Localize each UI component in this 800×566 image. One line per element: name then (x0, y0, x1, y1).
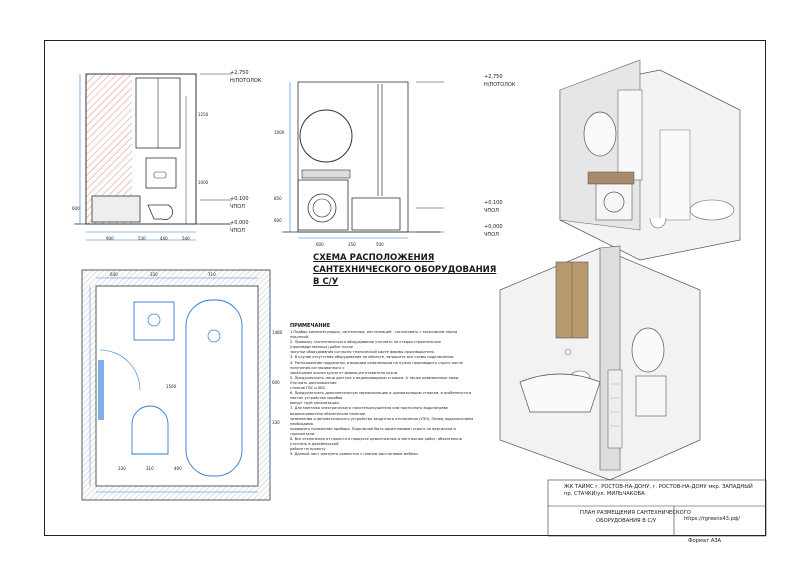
elev-right-ceiling: +2,750 (484, 74, 503, 80)
elev-right-dim-side-2: 600 (274, 218, 282, 223)
notes-list (290, 330, 500, 457)
note-line: получения согласованного с (290, 365, 345, 370)
elev-right-dim-side-0: 1000 (274, 130, 285, 135)
elev-left-dim-3: 540 (182, 236, 190, 241)
note-line: 6. Предусмотреть дополнительную звукоизоляцию и шумоизоляцию стоякам, в особенности в (290, 391, 472, 396)
title-block-url: https://rgreens43.pф/ (684, 516, 741, 522)
note-line: Уточнить расположение (290, 380, 337, 385)
elev-right-floor-top: +0,100 (484, 200, 503, 206)
plan-dim-side-0: 1480 (272, 330, 283, 335)
plan-dim-side-3: 1560 (166, 384, 177, 389)
title-block-sheet-name-2: ОБОРУДОВАНИЯ В С/У (596, 518, 657, 524)
note-line: 9. Данный лист смотреть совместно с планом расстановки мебели. (290, 452, 419, 457)
note-line: необходимо (290, 421, 314, 426)
elev-left-ceiling: +2,750 (230, 70, 249, 76)
elev-right-dim-1: 350 (348, 242, 356, 247)
note-line: стояков ГВС и ХВС. (290, 386, 327, 391)
elev-right-floor-zero: +0,000 (484, 224, 503, 230)
note-line: 2. Привязку сантехнического оборудования уточнить на стадии строительных (290, 340, 441, 345)
note-line: закупки оборудования согласно технической карте фирмы-производителя. (290, 350, 435, 355)
note-line: 7. Для монтажа электрического полотенцесушителя или проточного водонагрева (290, 406, 448, 411)
elev-left-floor-top: +0,100 (230, 196, 249, 202)
note-line: 8. Все отклонения от проекта в процессе демонтажных и монтажных работ, обязательно (290, 436, 462, 441)
elev-left-dim-1: 530 (138, 236, 146, 241)
elev-left-dim-side-0: 1250 (198, 112, 209, 117)
plan-dim-bottom-0: 330 (118, 466, 126, 471)
plan-dim-top-2: 710 (208, 272, 216, 277)
note-line: заземления и автоматического устройства защитного отключения (УЗО). Перед подключением (290, 416, 474, 421)
note-line: (производственных) работ после (290, 345, 354, 350)
elev-left-dim-0: 900 (106, 236, 114, 241)
plan-dim-bottom-2: 400 (174, 466, 182, 471)
plan-dim-bottom-1: 310 (146, 466, 154, 471)
heading-line-2: САНТЕХНИЧЕСКОГО ОБОРУДОВАНИЯ (313, 265, 497, 275)
elev-left-floor-zero: +0,000 (230, 220, 249, 226)
elev-right-dim-2: 500 (376, 242, 384, 247)
elevation-right (282, 82, 444, 238)
note-line: 5. Предусмотреть лючи доступа к водопроводным стоякам. А также ревизионные люки. (290, 375, 460, 380)
note-line: уточнять в дизайнерской (290, 442, 339, 447)
heading-line-3: В С/У (313, 277, 339, 287)
note-line: горизонтали. (290, 431, 316, 436)
elevation-left (74, 74, 232, 240)
elev-left-ceiling-label: Н/ПОТОЛОК (230, 78, 262, 84)
elev-left-floor-zero-label: ЧПОЛ (230, 228, 245, 234)
plan-dim-top-1: 330 (150, 272, 158, 277)
notes-title: ПРИМЕЧАНИЕ (290, 323, 331, 329)
note-line: покупкой. (290, 335, 310, 340)
elev-right-ceiling-label: Н/ПОТОЛОК (484, 82, 516, 88)
note-line: работе по проекту (290, 447, 326, 452)
elev-right-floor-zero-label: ЧПОЛ (484, 232, 499, 238)
plan-dim-side-1: 600 (272, 380, 280, 385)
note-line: местах устройства коробов (290, 396, 343, 401)
plan-dim-side-2: 330 (272, 420, 280, 425)
isometric-view-top (560, 60, 740, 260)
note-line: 4. Расположение подрозеток и выводов канализации на нужно производить строго после (290, 360, 463, 365)
note-line: 3. В случае отсутствия оборудования на объекте, запросить все схемы подключения. (290, 355, 455, 360)
note-line: водонагревателя обязательно наличие (290, 411, 366, 416)
title-block-project: ЖК ТАЙМС г. РОСТОВ-НА-ДОНУ, г. РОСТОВ-НА-ДОНУ мкр. ЗАПАДНЫЙ пр. СТАЧКИ/ул. МИЛЬЧАКОВА (564, 484, 753, 497)
note-line: проверить положение прибора. Подключая быть ориентирован строго по вертикали и (290, 426, 456, 431)
isometric-view-bottom (500, 246, 700, 480)
elev-right-floor-top-label: ЧПОЛ (484, 208, 499, 214)
plan-dim-top-0: 640 (110, 272, 118, 277)
sheet-heading (313, 252, 496, 288)
elev-right-dim-side-1: 850 (274, 196, 282, 201)
elev-left-dim-2: 440 (160, 236, 168, 241)
elev-left-dim-side-2: 600 (72, 206, 80, 211)
heading-line-1: СХЕМА РАСПОЛОЖЕНИЯ (313, 253, 435, 263)
note-line: вокруг труб канализации. (290, 401, 340, 406)
title-block-format: Формат А3А (688, 538, 722, 544)
elev-left-floor-top-label: ЧПОЛ (230, 204, 245, 210)
title-block-sheet-name-1: ПЛАН РАЗМЕЩЕНИЯ САНТЕХНИЧЕСКОГО (580, 510, 691, 516)
note-line: 1.Подбор комплектующих, сантехники, инсталляций - согласовать с заказчиком перед (290, 330, 458, 334)
elev-right-dim-0: 600 (316, 242, 324, 247)
elev-left-dim-side-1: 1000 (198, 180, 209, 185)
note-line: заказчиком эскиза кухни от фирмы-изготовителя кухни. (290, 370, 399, 375)
